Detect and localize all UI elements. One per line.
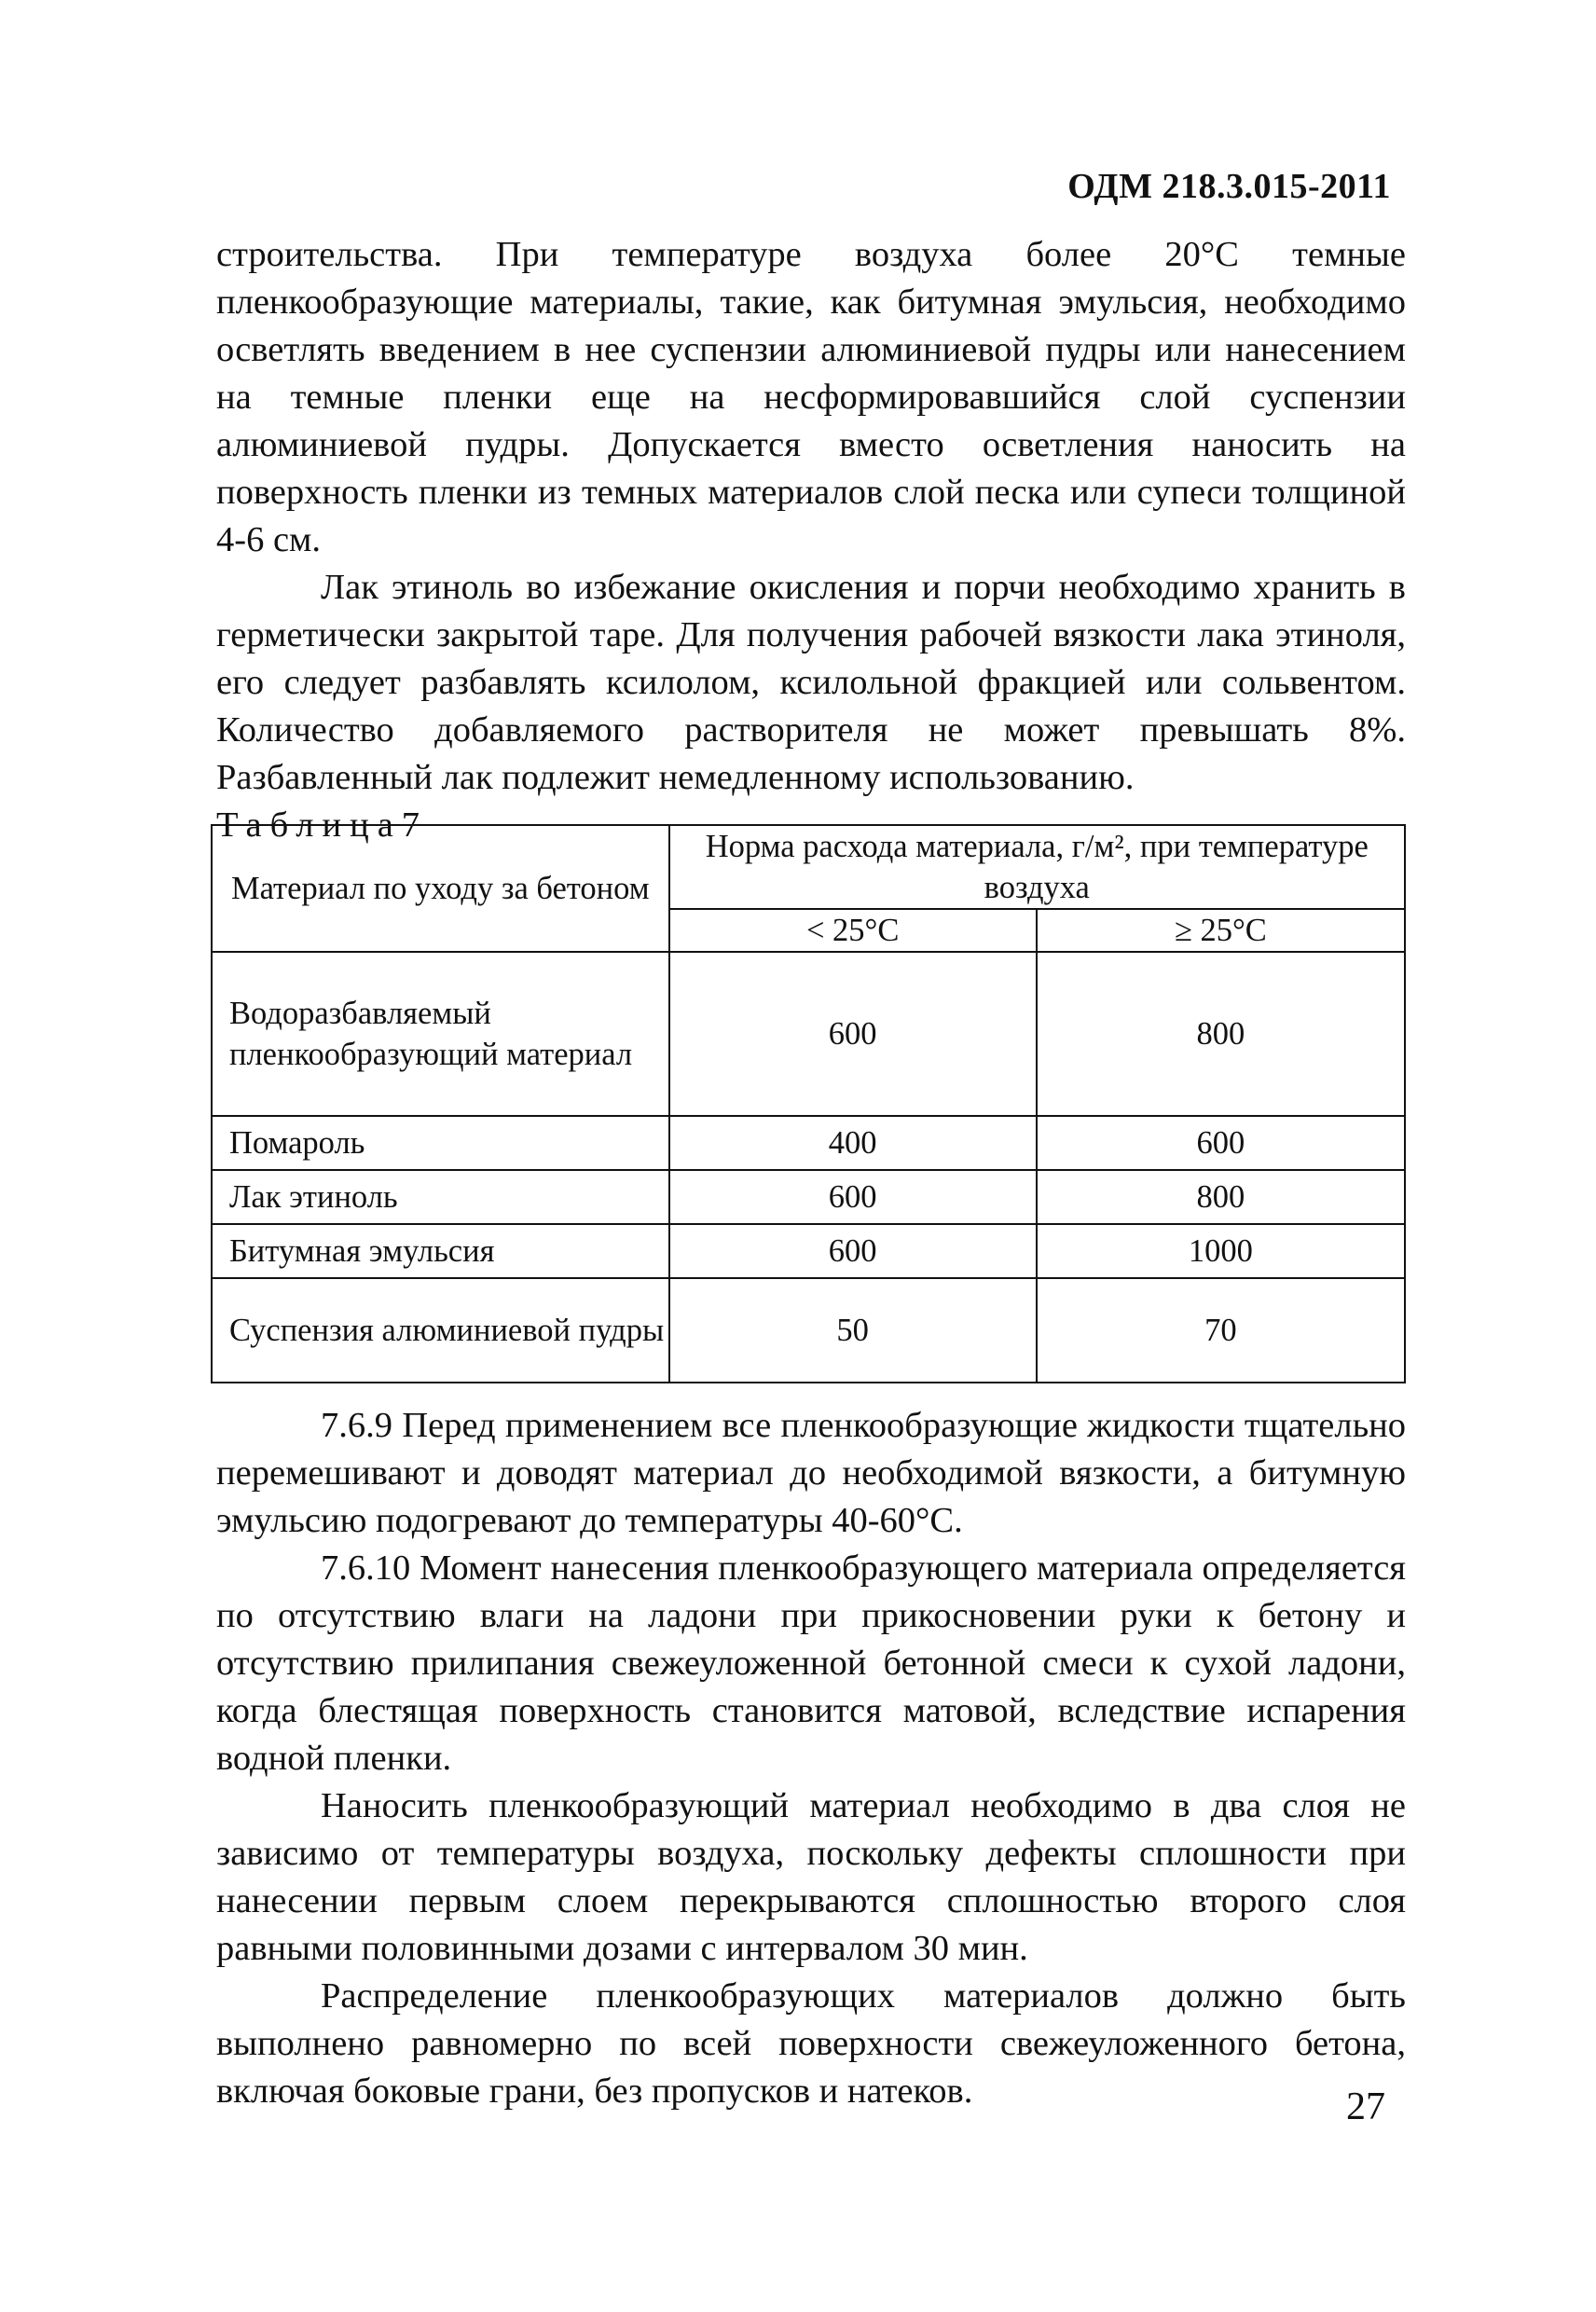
rate-high-cell: 70 — [1037, 1278, 1405, 1383]
column-header-above-25: ≥ 25°С — [1037, 909, 1405, 952]
rate-high-cell: 800 — [1037, 952, 1405, 1116]
column-header-material: Материал по уходу за бетоном — [212, 825, 669, 952]
rate-low-cell: 600 — [669, 1224, 1037, 1278]
rate-low-cell: 600 — [669, 952, 1037, 1116]
table-row — [212, 1170, 1405, 1224]
paragraph-7-6-10: 7.6.10 Момент нанесения пленкообразующего материала определяется по отсутствию влаги на ладони при прикосновении руки к бетону и отсутствию прилипания свежеуложенной бетонной смеси к сухой ладони, когда блестящая поверхность становится матовой, вследствие испарения водной пленки. — [216, 1548, 1406, 1778]
table-row — [212, 1278, 1405, 1383]
column-header-below-25: < 25°С — [669, 909, 1037, 952]
page-number: 27 — [1346, 2085, 1385, 2128]
rate-low-cell: 600 — [669, 1170, 1037, 1224]
table-caption: Таблица7 — [216, 805, 429, 845]
table-row — [212, 1224, 1405, 1278]
paragraph-continuation: строительства. При температуре воздуха более 20°C темные пленкообразующие материалы, такие, как битумная эмульсия, необходимо осветлять введением в нее суспензии алюминиевой пудры или нанесением на темные пленки еще на несформировавшийся слой суспензии алюминиевой пудры. Допускается вместо осветления наносить на поверхность пленки из темных материалов слой песка или супеси толщиной 4-6 см. — [216, 235, 1406, 559]
column-header-rate-group: Норма расхода материала, г/м², при температуре воздуха — [669, 825, 1405, 909]
table-row — [212, 952, 1405, 1116]
rate-low-cell: 400 — [669, 1116, 1037, 1170]
material-consumption-table — [211, 824, 1406, 1383]
paragraph-etinol-storage: Лак этиноль во избежание окисления и порчи необходимо хранить в герметически закрытой таре. Для получения рабочей вязкости лака этиноля, его следует разбавлять ксилолом, ксилольной фракцией или сольвентом. Количество добавляемого растворителя не может превышать 8%. Разбавленный лак подлежит немедленному использованию. — [216, 568, 1406, 797]
material-cell: Водоразбавляемый пленкообразующий материал — [212, 952, 669, 1116]
text-block-top — [216, 231, 1406, 849]
material-cell: Помароль — [212, 1116, 669, 1170]
paragraph-7-6-9: 7.6.9 Перед применением все пленкообразующие жидкости тщательно перемешивают и доводят материал до необходимой вязкости, а битумную эмульсию подогревают до температуры 40-60°C. — [216, 1406, 1406, 1540]
rate-high-cell: 600 — [1037, 1116, 1405, 1170]
material-cell: Битумная эмульсия — [212, 1224, 669, 1278]
rate-low-cell: 50 — [669, 1278, 1037, 1383]
text-block-bottom — [216, 1402, 1406, 2115]
rate-high-cell: 800 — [1037, 1170, 1405, 1224]
document-code: ОДМ 218.3.015-2011 — [1067, 167, 1391, 206]
rate-high-cell: 1000 — [1037, 1224, 1405, 1278]
material-cell: Лак этиноль — [212, 1170, 669, 1224]
table-row — [212, 1116, 1405, 1170]
material-cell: Суспензия алюминиевой пудры — [212, 1278, 669, 1383]
paragraph-distribution: Распределение пленкообразующих материалов должно быть выполнено равномерно по всей поверхности свежеуложенного бетона, включая боковые грани, без пропусков и натеков. — [216, 1976, 1406, 2111]
paragraph-two-layers: Наносить пленкообразующий материал необходимо в два слоя не зависимо от температуры воздуха, поскольку дефекты сплошности при нанесении первым слоем перекрываются сплошностью второго слоя равными половинными дозами с интервалом 30 мин. — [216, 1786, 1406, 1968]
